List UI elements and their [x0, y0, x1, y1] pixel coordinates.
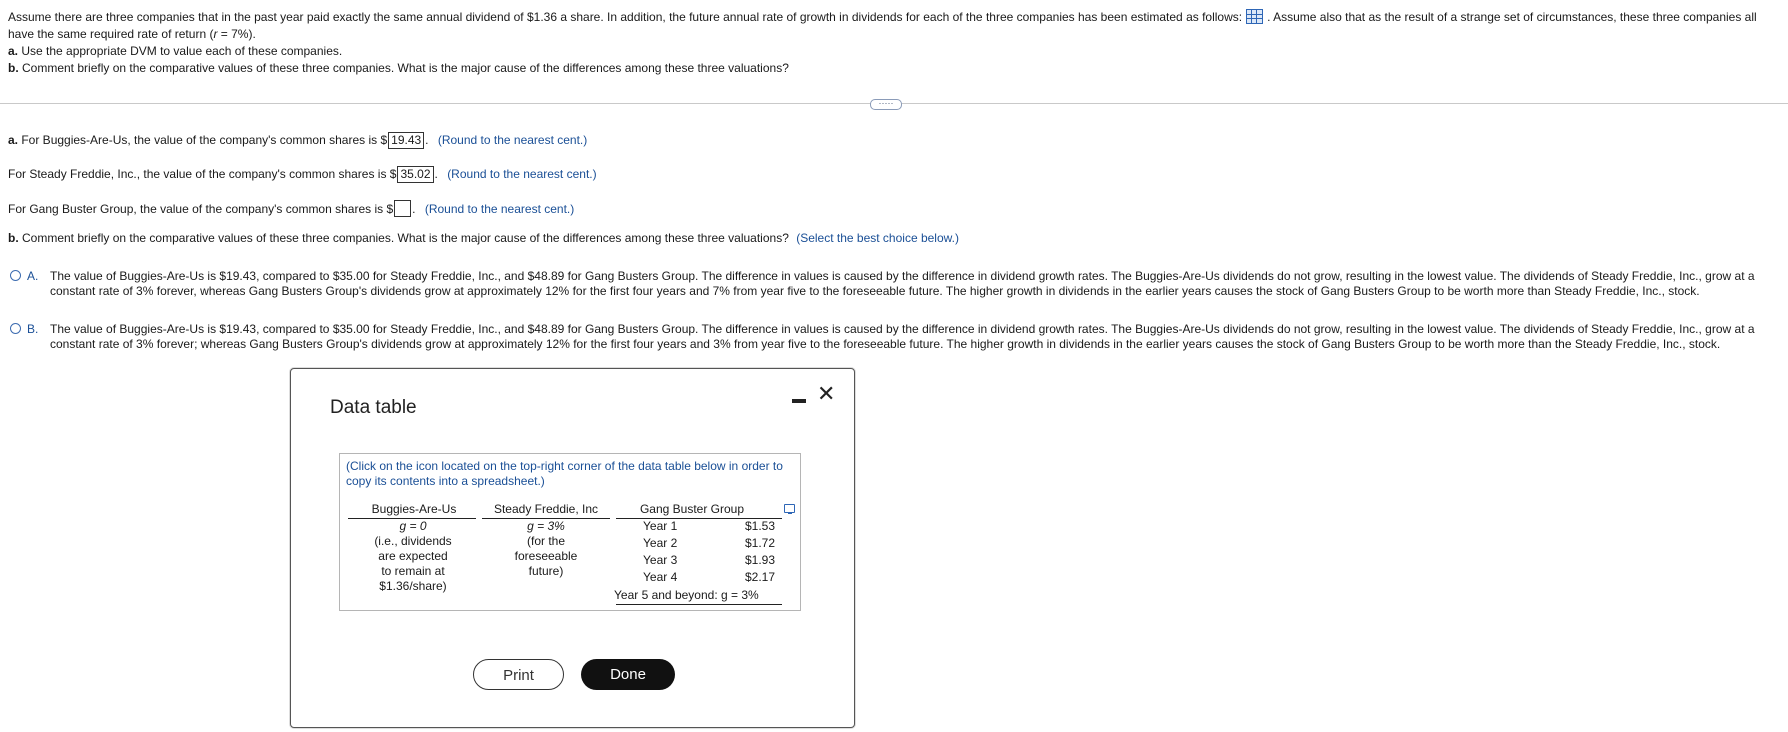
buggies-line: are expected [378, 549, 448, 563]
buggies-column [352, 519, 474, 594]
done-button[interactable]: Done [581, 659, 675, 690]
gang-dividend: $1.93 [745, 553, 776, 567]
header-buggies: Buggies-Are-Us [371, 502, 457, 516]
choice-b[interactable] [10, 322, 1780, 352]
gang-year: Year 3 [643, 553, 678, 567]
gang-last-row: Year 5 and beyond: g = 3% [614, 588, 759, 602]
answer-gang-text: For Gang Buster Group, the value of the company's common shares is $ [8, 202, 394, 216]
buggies-line: $1.36/share) [379, 579, 447, 593]
choice-a-text: The value of Buggies-Are-Us is $19.43, compared to $35.00 for Steady Freddie, Inc., and $48.89 for Gang Busters Group. The difference in values is caused by the difference in dividend growth rates. The Buggies-Are-Us dividends do not grow, resulting in the lowest value. The dividends of Steady Freddie, Inc., grow at a constant rate of 3% forever, whereas Gang Busters Group's dividends grow at approximately 12% for the first four years and 7% from year five to the foreseeable future. The higher growth in dividends in the earlier years causes the stock of Gang Busters Group to be worth more than Steady Freddie, Inc., stock. [50, 269, 1755, 298]
close-icon[interactable]: ✕ [817, 381, 836, 406]
answer-buggies-text: For Buggies-Are-Us, the value of the company's common shares is $ [18, 133, 388, 147]
data-table [339, 453, 801, 611]
steady-line: g = 3% [527, 519, 565, 533]
print-button[interactable]: Print [473, 659, 564, 690]
header-steady: Steady Freddie, Inc [493, 502, 599, 516]
answer-gang: For Gang Buster Group, the value of the company's common shares is $ . (Round to the nearest cent.) [8, 202, 575, 216]
question-part-3: = 7%). [217, 27, 256, 41]
question-part-2: . Assume also that as the result of a strange set of circumstances, these three companies all have the same required rate of return ( [8, 10, 1757, 41]
buggies-value-field[interactable]: 19.43 [388, 132, 424, 149]
buggies-line: (i.e., dividends [374, 534, 452, 548]
question-part-1: Assume there are three companies that in the past year paid exactly the same annual dividend of $1.36 a share. In addition, the future annual rate of growth in dividends for each of the three companies has been estimated as follows: [8, 10, 1243, 24]
question-b-label: b. [8, 61, 19, 75]
radio-a[interactable] [10, 270, 21, 281]
buggies-line: to remain at [381, 564, 445, 578]
expand-more-button[interactable]: ····· [870, 99, 902, 110]
rate-variable: r [213, 27, 218, 41]
choice-b-letter: B. [27, 322, 39, 336]
header-gang: Gang Buster Group [639, 502, 745, 516]
gang-year: Year 1 [643, 519, 678, 533]
choice-a[interactable] [10, 269, 1780, 299]
gang-dividend: $1.53 [745, 519, 776, 533]
steady-line: future) [528, 564, 564, 578]
radio-b[interactable] [10, 323, 21, 334]
footer-rule [616, 604, 782, 605]
minimize-icon[interactable] [792, 399, 806, 403]
answer-b-label: b. [8, 231, 19, 245]
steady-column [486, 519, 606, 579]
answer-b [8, 231, 959, 245]
copy-table-icon[interactable] [784, 504, 795, 513]
answer-a-label: a. [8, 133, 19, 147]
round-hint: (Round to the nearest cent.) [447, 167, 597, 181]
dialog-title: Data table [330, 397, 417, 418]
choice-a-letter: A. [27, 269, 39, 283]
data-table-dialog [290, 368, 855, 728]
table-note: (Click on the icon located on the top-right corner of the data table below in order to copy its contents into a spreadsheet.) [346, 459, 783, 488]
gang-dividend: $1.72 [745, 536, 776, 550]
steady-line: foreseeable [514, 549, 578, 563]
steady-value-field[interactable]: 35.02 [397, 166, 433, 183]
gang-dividend: $2.17 [745, 570, 776, 584]
steady-line: (for the [526, 534, 565, 548]
choice-b-text: The value of Buggies-Are-Us is $19.43, compared to $35.00 for Steady Freddie, Inc., and $48.89 for Gang Busters Group. The difference in values is caused by the difference in dividend growth rates. The Buggies-Are-Us dividends do not grow, resulting in the lowest value. The dividends of Steady Freddie, Inc., grow at a constant rate of 3% forever; whereas Gang Busters Group's dividends grow at approximately 12% for the first four years and 3% from year five to the foreseeable future. The higher growth in dividends in the earlier years causes the stock of Gang Busters Group to be worth more than the Steady Freddie, Inc., stock. [50, 322, 1755, 351]
answer-b-text: Comment briefly on the comparative values of these three companies. What is the major cause of the differences among these three valuations? [18, 231, 789, 245]
round-hint: (Round to the nearest cent.) [424, 202, 575, 216]
round-hint: (Round to the nearest cent.) [437, 133, 588, 147]
gang-year: Year 4 [643, 570, 678, 584]
answer-steady-text: For Steady Freddie, Inc., the value of the company's common shares is $ [8, 167, 397, 181]
question-b-text: Comment briefly on the comparative values of these three companies. What is the major cause of the differences among these three valuations? [18, 61, 789, 75]
answer-steady: For Steady Freddie, Inc., the value of the company's common shares is $ 35.02 . (Round to the nearest cent.) [8, 167, 597, 181]
data-table-icon[interactable] [1246, 9, 1263, 24]
answer-buggies: a. For Buggies-Are-Us, the value of the company's common shares is $ 19.43 . (Round to the nearest cent.) [8, 133, 588, 147]
gang-year: Year 2 [643, 536, 678, 550]
buggies-line: g = 0 [399, 519, 427, 533]
question-a-label: a. [8, 44, 19, 58]
select-hint: (Select the best choice below.) [796, 231, 959, 245]
gang-value-field[interactable] [394, 200, 411, 217]
question-a-text: Use the appropriate DVM to value each of these companies. [18, 44, 343, 58]
question-text [8, 9, 1778, 77]
